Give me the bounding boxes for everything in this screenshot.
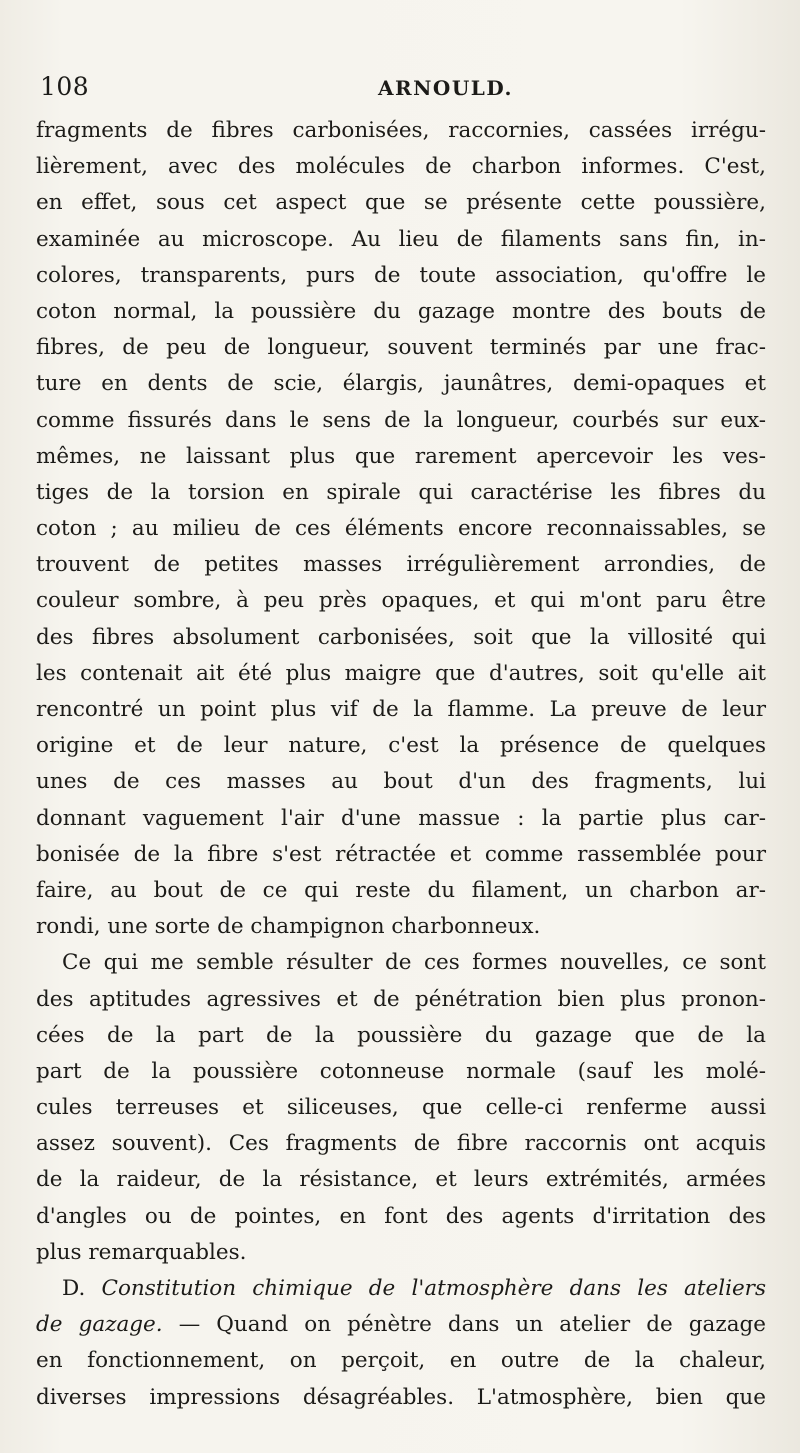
section-line: diverses impressions désagréables. L'atmosphère, bien que [36, 1384, 766, 1410]
section-line: en fonctionnement, on perçoit, en outre de la chaleur, [36, 1348, 766, 1374]
text-line: origine et de leur nature, c'est la présence de quelques [36, 733, 766, 759]
section-text: — Quand on pénètre dans un atelier de gazage [162, 1312, 766, 1338]
text-line: de la raideur, de la résistance, et leurs extrémités, armées [36, 1167, 766, 1193]
text-line: fibres, de peu de longueur, souvent terminés par une frac- [36, 335, 766, 361]
section-label: D. [62, 1276, 86, 1301]
text-line: tiges de la torsion en spirale qui caractérise les fibres du [36, 479, 766, 505]
text-line: donnant vaguement l'air d'une massue : la partie plus car- [36, 805, 766, 831]
text-line: ture en dents de scie, élargis, jaunâtres, demi-opaques et [36, 371, 766, 397]
text-line: des aptitudes agressives et de pénétration bien plus pronon- [36, 986, 766, 1012]
text-line: examinée au microscope. Au lieu de filaments sans fin, in- [36, 226, 766, 252]
text-line: rondi, une sorte de champignon charbonneux. [36, 914, 541, 940]
page-number: 108 [40, 72, 90, 101]
text-line: comme fissurés dans le sens de la longueur, courbés sur eux- [36, 407, 766, 433]
page-header [40, 72, 760, 106]
text-line: faire, au bout de ce qui reste du filament, un charbon ar- [36, 877, 766, 903]
text-line: des fibres absolument carbonisées, soit que la villosité qui [36, 624, 766, 650]
text-line: les contenait ait été plus maigre que d'autres, soit qu'elle ait [36, 660, 766, 686]
text-line: coton normal, la poussière du gazage montre des bouts de [36, 298, 766, 324]
text-line: mêmes, ne laissant plus que rarement apercevoir les ves- [36, 443, 766, 469]
text-line: d'angles ou de pointes, en font des agents d'irritation des [36, 1203, 766, 1229]
text-line: assez souvent). Ces fragments de fibre raccornis ont acquis [36, 1131, 766, 1157]
text-line: coton ; au milieu de ces éléments encore reconnaissables, se [36, 516, 766, 542]
section-title-continued: de gazage. [36, 1312, 163, 1338]
running-head: ARNOULD. [378, 76, 513, 100]
section-title: Constitution chimique de l'atmosphère dans les ateliers [101, 1276, 766, 1301]
text-line: part de la poussière cotonneuse normale (sauf les molé- [36, 1058, 766, 1084]
paragraph-start-line: Ce qui me semble résulter de ces formes nouvelles, ce sont [62, 950, 766, 976]
text-line: bonisée de la fibre s'est rétractée et comme rassemblée pour [36, 841, 766, 867]
text-line: colores, transparents, purs de toute association, qu'offre le [36, 262, 766, 288]
text-line: fragments de fibres carbonisées, raccornies, cassées irrégu- [36, 118, 766, 143]
body-text [36, 113, 766, 1416]
text-line: cules terreuses et siliceuses, que celle-ci renferme aussi [36, 1095, 766, 1121]
text-line: rencontré un point plus vif de la flamme. La preuve de leur [36, 697, 766, 722]
section-line [36, 1307, 766, 1343]
text-line: plus remarquables. [36, 1239, 247, 1265]
text-line: en effet, sous cet aspect que se présente cette poussière, [36, 190, 766, 216]
text-line: couleur sombre, à peu près opaques, et qui m'ont paru être [36, 588, 766, 614]
text-line: trouvent de petites masses irrégulièrement arrondies, de [36, 552, 766, 578]
text-line: lièrement, avec des molécules de charbon informes. C'est, [36, 154, 766, 180]
text-line: cées de la part de la poussière du gazage que de la [36, 1022, 766, 1048]
section-heading-line [36, 1271, 766, 1307]
text-line: unes de ces masses au bout d'un des fragments, lui [36, 769, 766, 795]
